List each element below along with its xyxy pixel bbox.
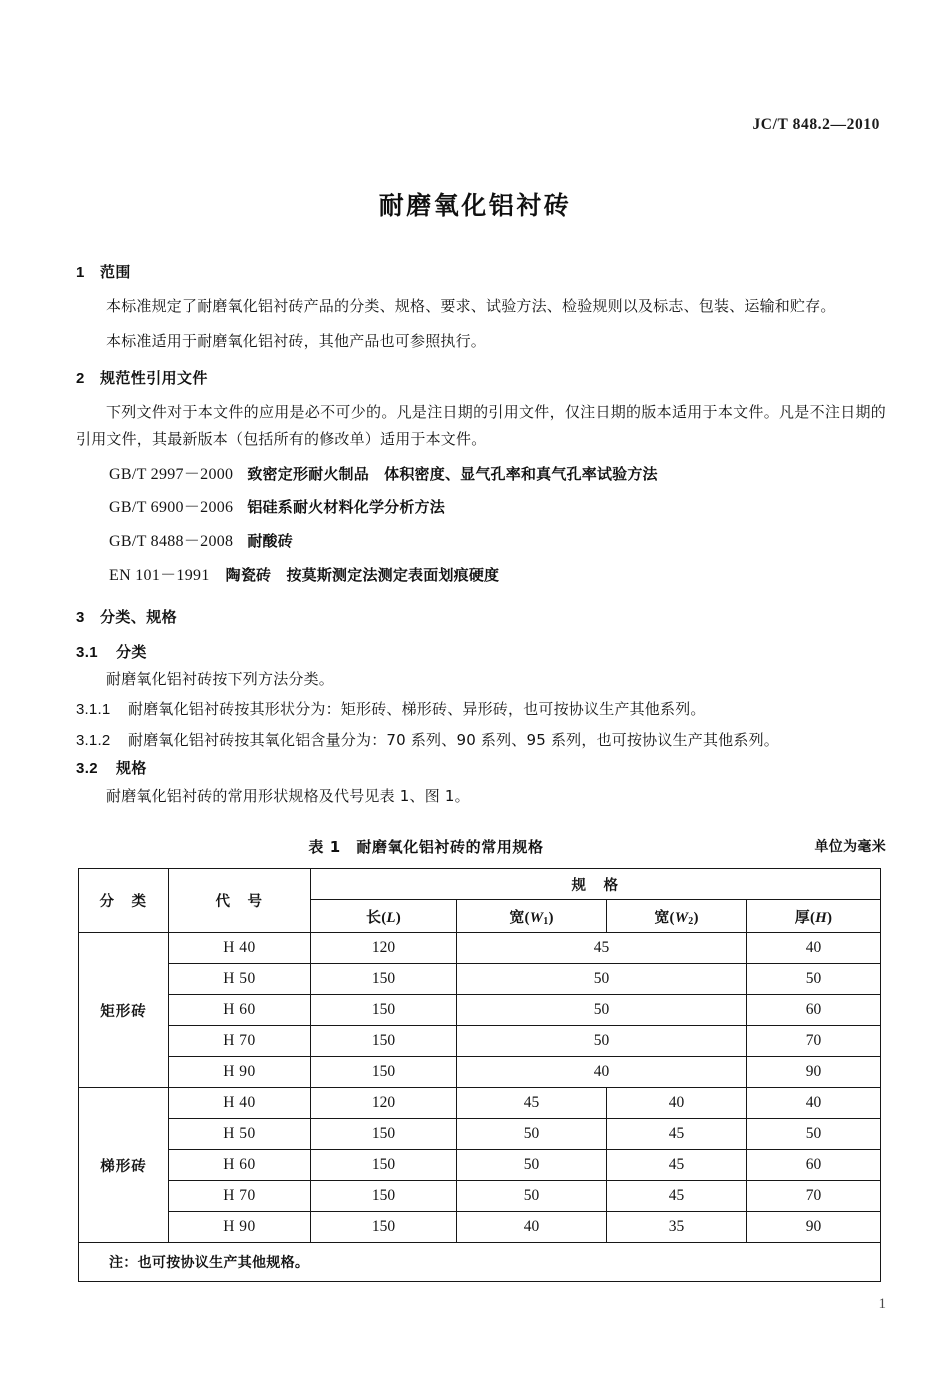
subsection-title: 分类: [116, 643, 147, 662]
table-row: [79, 1212, 881, 1243]
cell-code: H 50: [169, 1119, 311, 1150]
section-heading-scope: [76, 262, 886, 283]
cell-length: 150: [311, 1212, 457, 1243]
table-note-row: [79, 1243, 881, 1282]
cell-length: 150: [311, 1181, 457, 1212]
cell-thickness: 90: [747, 1057, 881, 1088]
cell-width-merged: 40: [457, 1057, 747, 1088]
cell-width-merged: 50: [457, 964, 747, 995]
cell-length: 150: [311, 1057, 457, 1088]
table-row: [79, 1088, 881, 1119]
cell-code: H 50: [169, 964, 311, 995]
cell-code: H 40: [169, 1088, 311, 1119]
cell-code: H 60: [169, 995, 311, 1026]
section-number: 2: [76, 369, 85, 387]
table-header-row: [79, 869, 881, 900]
table1-caption-row: [76, 836, 886, 858]
table-row: [79, 995, 881, 1026]
cell-thickness: 60: [747, 995, 881, 1026]
clause-3-1-1: [76, 696, 886, 723]
cell-length: 150: [311, 1026, 457, 1057]
list-item: [76, 562, 886, 591]
section-heading-classification: [76, 607, 886, 628]
normative-reference-list: [76, 461, 886, 591]
cell-code: H 90: [169, 1057, 311, 1088]
cell-width1: 50: [457, 1119, 607, 1150]
cell-code: H 70: [169, 1181, 311, 1212]
cell-length: 120: [311, 933, 457, 964]
cell-length: 150: [311, 1119, 457, 1150]
cell-width-merged: 50: [457, 1026, 747, 1057]
table-row: [79, 1057, 881, 1088]
cell-code: H 70: [169, 1026, 311, 1057]
cell-thickness: 60: [747, 1150, 881, 1181]
cell-thickness: 70: [747, 1026, 881, 1057]
page-title: 耐磨氧化铝衬砖: [378, 191, 572, 220]
cell-code: H 90: [169, 1212, 311, 1243]
table-row: [79, 1150, 881, 1181]
cell-category-rectangular: 矩形砖: [79, 933, 169, 1088]
reference-code: EN 101－1991: [109, 567, 210, 585]
table1-wrapper: [78, 868, 880, 1282]
table-row: [79, 964, 881, 995]
cell-width1: 45: [457, 1088, 607, 1119]
reference-code: GB/T 8488－2008: [109, 533, 234, 551]
cell-width1: 50: [457, 1181, 607, 1212]
header-thickness: 厚(H): [747, 900, 881, 933]
cell-length: 150: [311, 964, 457, 995]
subsection-heading-spec: [76, 758, 886, 779]
cell-width1: 40: [457, 1212, 607, 1243]
cell-code: H 40: [169, 933, 311, 964]
clause-text: 耐磨氧化铝衬砖按其形状分为：矩形砖、梯形砖、异形砖，也可按协议生产其他系列。: [128, 699, 706, 718]
table-row: [79, 1181, 881, 1212]
cell-length: 150: [311, 995, 457, 1026]
header-length: 长(L): [311, 900, 457, 933]
cell-thickness: 90: [747, 1212, 881, 1243]
cell-length: 150: [311, 1150, 457, 1181]
cell-thickness: 50: [747, 964, 881, 995]
table-row: [79, 1026, 881, 1057]
cell-width2: 40: [607, 1088, 747, 1119]
table1-caption: 表 1 耐磨氧化铝衬砖的常用规格: [308, 838, 544, 856]
header-width2: 宽$(W_2)$: [607, 900, 747, 933]
cell-thickness: 50: [747, 1119, 881, 1150]
section-title: 分类、规格: [100, 607, 178, 626]
normative-references-paragraph: 下列文件对于本文件的应用是必不可少的。凡是注日期的引用文件，仅注日期的版本适用于本文件。凡是不注日期的引用文件，其最新版本（包括所有的修改单）适用于本文件。: [76, 403, 886, 449]
cell-width2: 45: [607, 1150, 747, 1181]
subsection-number: 3.2: [76, 760, 99, 778]
section-number: 1: [76, 264, 85, 281]
clause-number: 3.1.2: [76, 731, 111, 749]
reference-title: 致密定形耐火制品 体积密度、显气孔率和真气孔率试验方法: [247, 464, 658, 483]
cell-code: H 60: [169, 1150, 311, 1181]
document-body: [76, 262, 886, 817]
table1-units-label: 单位为毫米: [814, 839, 886, 855]
scope-paragraph-1: 本标准规定了耐磨氧化铝衬砖产品的分类、规格、要求、试验方法、检验规则以及标志、包装、运输和贮存。: [106, 297, 836, 316]
list-item: [76, 494, 886, 523]
cell-width2: 45: [607, 1119, 747, 1150]
cell-thickness: 40: [747, 933, 881, 964]
list-item: [76, 461, 886, 490]
cell-width-merged: 45: [457, 933, 747, 964]
classification-intro: 耐磨氧化铝衬砖按下列方法分类。: [106, 670, 335, 689]
clause-3-1-2: [76, 727, 886, 754]
section-number: 3: [76, 608, 85, 626]
reference-title: 铝硅系耐火材料化学分析方法: [247, 498, 445, 517]
cell-thickness: 70: [747, 1181, 881, 1212]
cell-category-trapezoidal: 梯形砖: [79, 1088, 169, 1243]
cell-thickness: 40: [747, 1088, 881, 1119]
reference-title: 陶瓷砖 按莫斯测定法测定表面划痕硬度: [225, 566, 500, 585]
subsection-number: 3.1: [76, 644, 99, 662]
cell-width2: 35: [607, 1212, 747, 1243]
spec-table-head: [79, 869, 881, 933]
clause-number: 3.1.1: [76, 700, 111, 718]
subsection-heading-classification: [76, 642, 886, 663]
page-number: 1: [878, 1296, 886, 1312]
section-title: 范围: [100, 263, 131, 281]
table-row: [79, 933, 881, 964]
table1-note: 注：也可按协议生产其他规格。: [79, 1243, 881, 1282]
reference-code: GB/T 2997－2000: [109, 465, 234, 483]
header-width1: 宽$(W_1)$: [457, 900, 607, 933]
cell-width2: 45: [607, 1181, 747, 1212]
clause-text: 耐磨氧化铝衬砖按其氧化铝含量分为：70 系列、90 系列、95 系列，也可按协议生产其他系列。: [128, 730, 779, 749]
reference-title: 耐酸砖: [247, 532, 293, 551]
spec-intro: 耐磨氧化铝衬砖的常用形状规格及代号见表 1、图 1。: [106, 786, 470, 805]
header-spec-group: 规 格: [311, 869, 881, 900]
scope-paragraph-2: 本标准适用于耐磨氧化铝衬砖，其他产品也可参照执行。: [106, 331, 487, 350]
reference-code: GB/T 6900－2006: [109, 499, 234, 517]
cell-width-merged: 50: [457, 995, 747, 1026]
table-row: [79, 1119, 881, 1150]
header-category: 分 类: [79, 869, 169, 933]
section-heading-normative-references: [76, 368, 886, 389]
cell-length: 120: [311, 1088, 457, 1119]
spec-table: [78, 868, 881, 1282]
spec-table-body: [79, 933, 881, 1282]
subsection-title: 规格: [116, 759, 147, 778]
cell-width1: 50: [457, 1150, 607, 1181]
section-title: 规范性引用文件: [100, 368, 208, 387]
standard-code-header: JC/T 848.2—2010: [752, 116, 880, 133]
list-item: [76, 528, 886, 557]
header-code: 代 号: [169, 869, 311, 933]
